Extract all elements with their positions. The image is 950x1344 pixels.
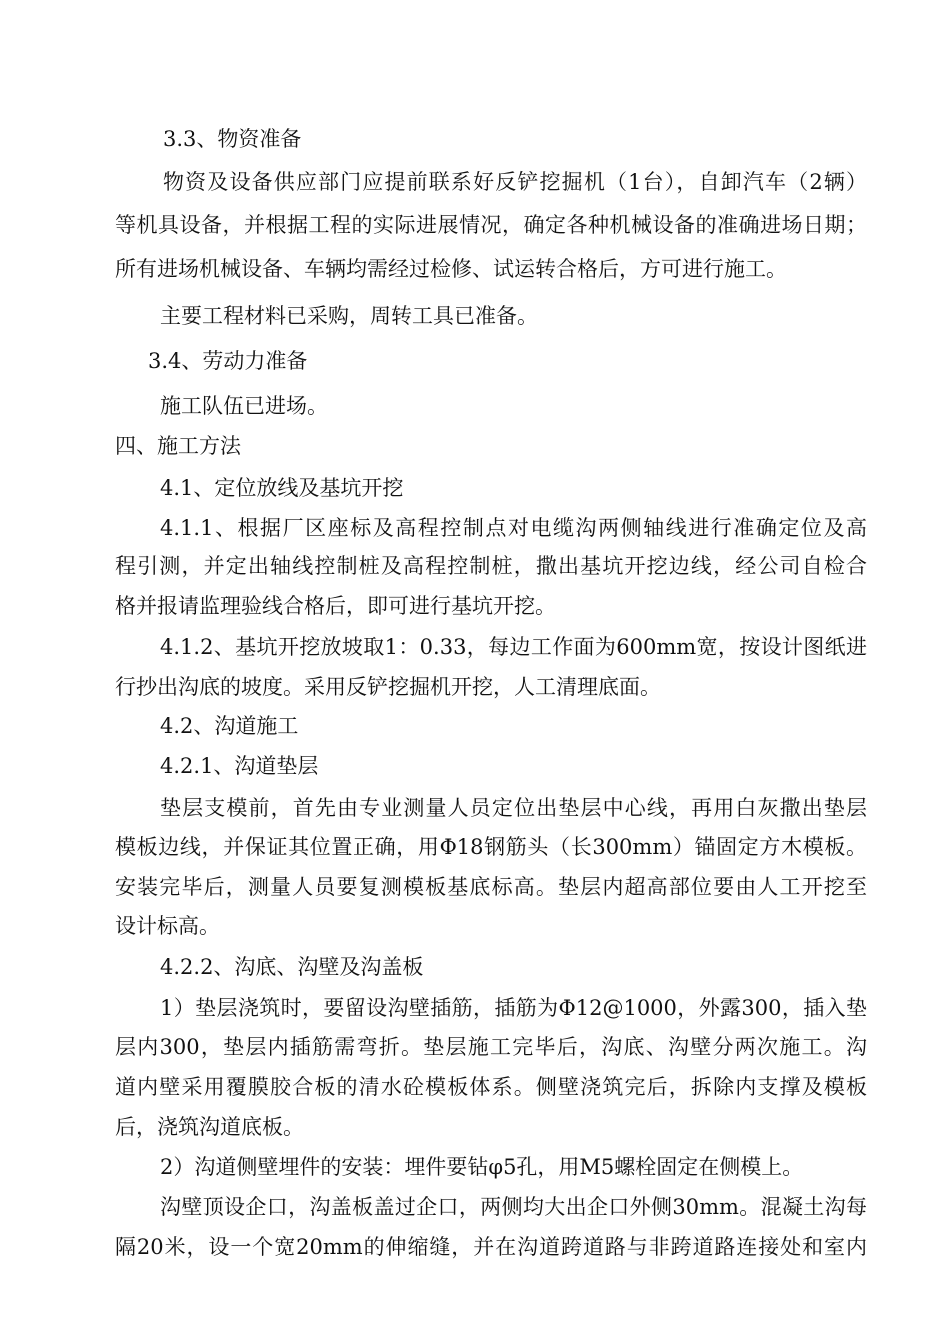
paragraph-line: 4.1.2、基坑开挖放坡取1：0.33，每边工作面为600mm宽，按设计图纸进 bbox=[160, 635, 867, 659]
paragraph-line: 设计标高。 bbox=[115, 914, 220, 938]
paragraph-line: 道内壁采用覆膜胶合板的清水砼模板体系。侧壁浇筑完后，拆除内支撑及模板 bbox=[115, 1075, 867, 1099]
chapter-heading-4: 四、施工方法 bbox=[115, 434, 241, 458]
section-heading-4-2: 4.2、沟道施工 bbox=[160, 714, 299, 738]
paragraph-line: 格并报请监理验线合格后，即可进行基坑开挖。 bbox=[115, 594, 556, 618]
paragraph-line: 所有进场机械设备、车辆均需经过检修、试运转合格后，方可进行施工。 bbox=[115, 257, 787, 281]
section-heading-4-1: 4.1、定位放线及基坑开挖 bbox=[160, 476, 404, 500]
paragraph-line: 隔20米，设一个宽20mm的伸缩缝，并在沟道跨道路与非跨道路连接处和室内 bbox=[115, 1235, 867, 1259]
paragraph-line: 1）垫层浇筑时，要留设沟壁插筋，插筋为Φ12@1000，外露300，插入垫 bbox=[160, 996, 867, 1020]
paragraph-line: 2）沟道侧壁埋件的安装：埋件要钻φ5孔，用M5螺栓固定在侧模上。 bbox=[160, 1155, 804, 1179]
section-heading-3-4: 3.4、劳动力准备 bbox=[148, 349, 308, 373]
paragraph-line: 4.1.1、根据厂区座标及高程控制点对电缆沟两侧轴线进行准确定位及高 bbox=[160, 516, 867, 540]
paragraph-line: 等机具设备，并根据工程的实际进展情况，确定各种机械设备的准确进场日期； bbox=[115, 213, 867, 237]
paragraph-line: 施工队伍已进场。 bbox=[160, 394, 328, 418]
paragraph-line: 行抄出沟底的坡度。采用反铲挖掘机开挖，人工清理底面。 bbox=[115, 675, 661, 699]
section-heading-4-2-1: 4.2.1、沟道垫层 bbox=[160, 754, 319, 778]
section-heading-3-3: 3.3、物资准备 bbox=[163, 127, 302, 151]
paragraph-line: 安装完毕后，测量人员要复测模板基底标高。垫层内超高部位要由人工开挖至 bbox=[115, 875, 867, 899]
paragraph-line: 层内300，垫层内插筋需弯折。垫层施工完毕后，沟底、沟壁分两次施工。沟 bbox=[115, 1035, 867, 1059]
paragraph-line: 物资及设备供应部门应提前联系好反铲挖掘机（1台），自卸汽车（2辆） bbox=[163, 170, 867, 194]
paragraph-line: 模板边线，并保证其位置正确，用Φ18钢筋头（长300mm）锚固定方木模板。 bbox=[115, 835, 867, 859]
section-heading-4-2-2: 4.2.2、沟底、沟壁及沟盖板 bbox=[160, 955, 424, 979]
paragraph-line: 沟壁顶设企口，沟盖板盖过企口，两侧均大出企口外侧30mm。混凝土沟每 bbox=[160, 1195, 867, 1219]
paragraph-line: 垫层支模前，首先由专业测量人员定位出垫层中心线，再用白灰撒出垫层 bbox=[160, 796, 867, 820]
paragraph-line: 主要工程材料已采购，周转工具已准备。 bbox=[160, 304, 538, 328]
paragraph-line: 后，浇筑沟道底板。 bbox=[115, 1115, 304, 1139]
paragraph-line: 程引测，并定出轴线控制桩及高程控制桩，撒出基坑开挖边线，经公司自检合 bbox=[115, 554, 867, 578]
